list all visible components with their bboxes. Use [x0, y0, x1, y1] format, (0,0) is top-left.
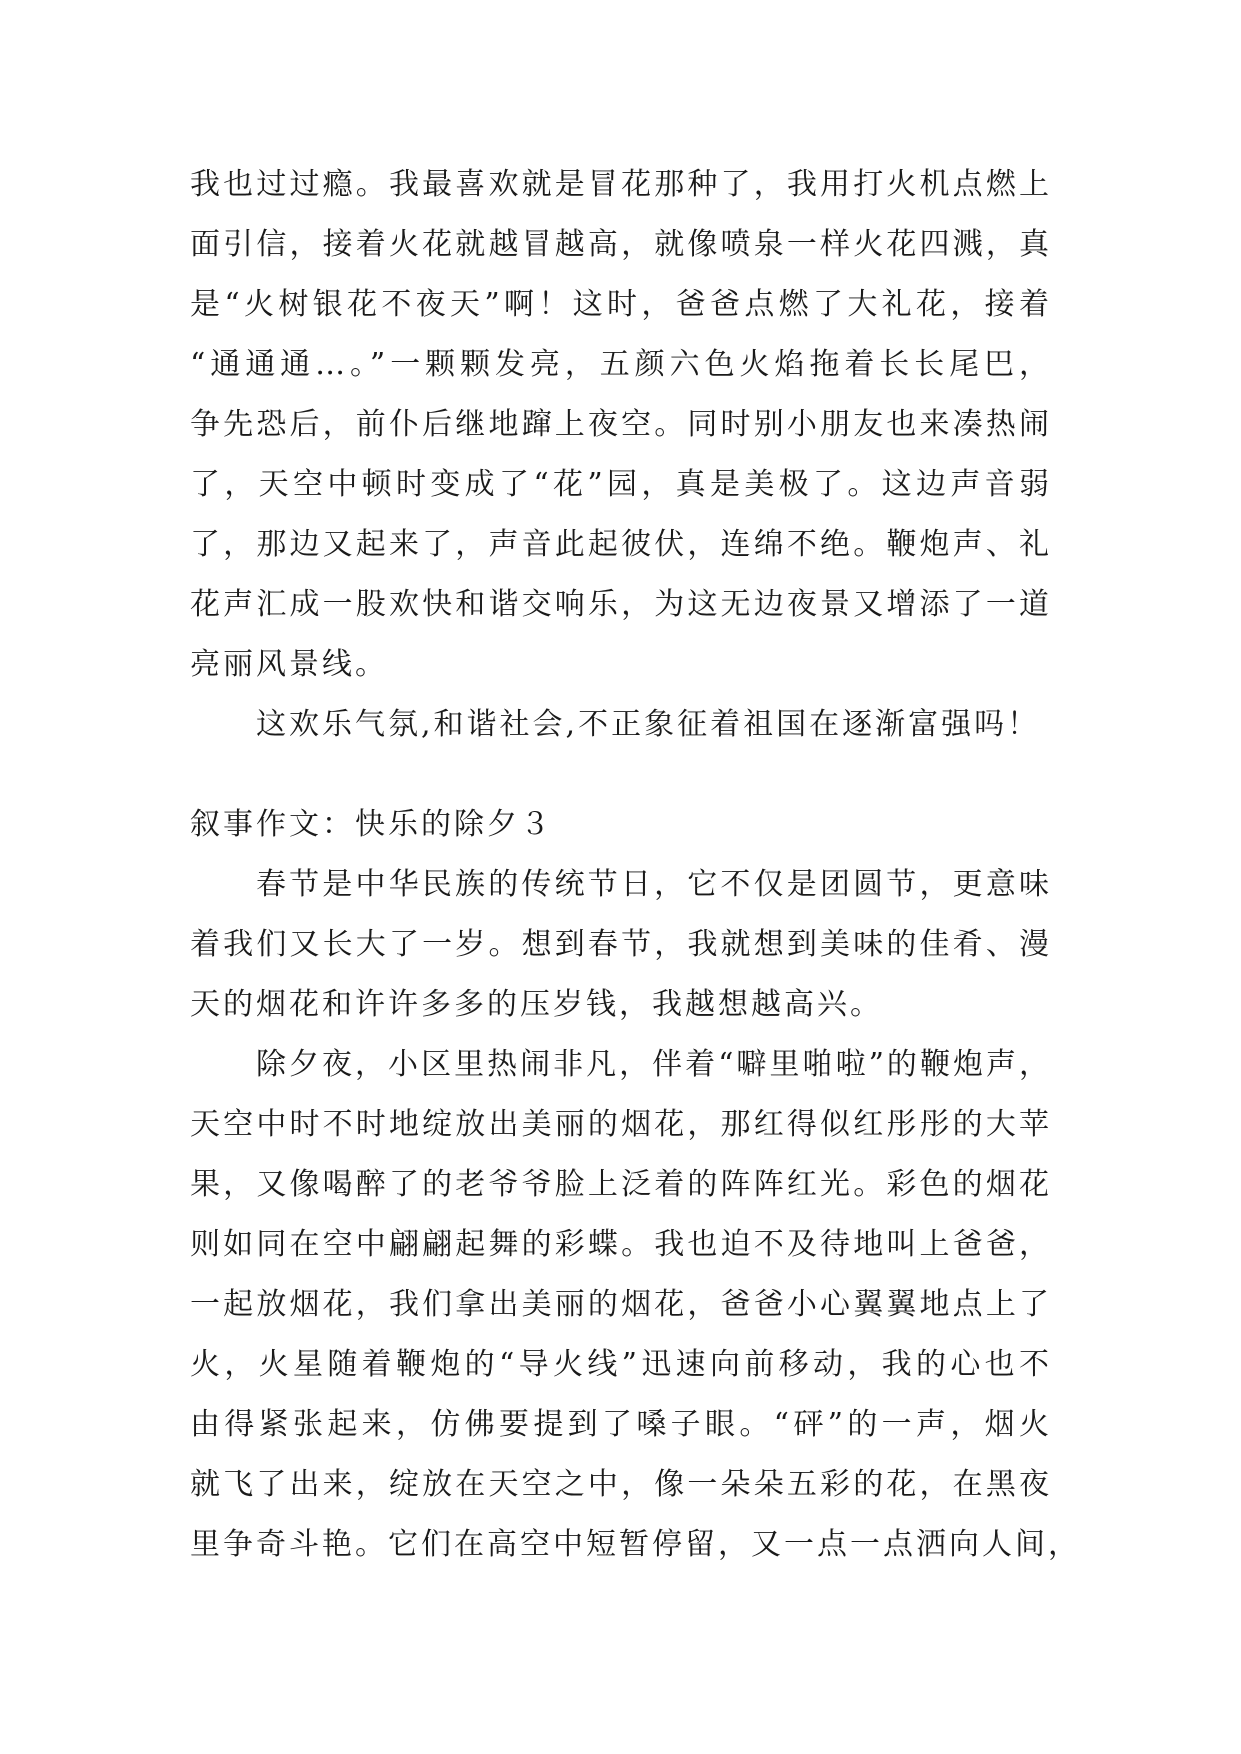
paragraph-line: 则如同在空中翩翩起舞的彩蝶。我也迫不及待地叫上爸爸，	[190, 1227, 1052, 1262]
essay-title: 叙事作文：快乐的除夕３	[190, 807, 553, 842]
paragraph-line: 火，火星随着鞭炮的“导火线”迅速向前移动，我的心也不	[190, 1347, 1052, 1382]
paragraph-line: 花声汇成一股欢快和谐交响乐，为这无边夜景又增添了一道	[190, 587, 1052, 622]
paragraph-line: 春节是中华民族的传统节日，它不仅是团圆节，更意味	[256, 867, 1052, 902]
paragraph-line: 果，又像喝醉了的老爷爷脸上泛着的阵阵红光。彩色的烟花	[190, 1167, 1052, 1202]
paragraph-line: 除夕夜，小区里热闹非凡，伴着“噼里啪啦”的鞭炮声，	[256, 1047, 1052, 1082]
paragraph-line: 里争奇斗艳。它们在高空中短暂停留，又一点一点洒向人间，	[190, 1527, 1081, 1562]
essay-continuation	[190, 155, 1052, 755]
paragraph-line: 就飞了出来，绽放在天空之中，像一朵朵五彩的花，在黑夜	[190, 1467, 1052, 1502]
paragraph-line: 争先恐后，前仆后继地蹿上夜空。同时别小朋友也来凑热闹	[190, 407, 1052, 442]
paragraph-line: 一起放烟花，我们拿出美丽的烟花，爸爸小心翼翼地点上了	[190, 1287, 1052, 1322]
paragraph-line: 了，那边又起来了，声音此起彼伏，连绵不绝。鞭炮声、礼	[190, 527, 1052, 562]
paragraph-line: 是“火树银花不夜天”啊！这时，爸爸点燃了大礼花，接着	[190, 287, 1052, 322]
essay-section-3	[190, 795, 1081, 1575]
paragraph-line: 天空中时不时地绽放出美丽的烟花，那红得似红彤彤的大苹	[190, 1107, 1052, 1142]
paragraph-line: “通通通…。”一颗颗发亮，五颜六色火焰拖着长长尾巴，	[190, 347, 1052, 382]
paragraph-line: 了，天空中顿时变成了“花”园，真是美极了。这边声音弱	[190, 467, 1052, 502]
paragraph-line: 我也过过瘾。我最喜欢就是冒花那种了，我用打火机点燃上	[190, 167, 1052, 202]
paragraph-line: 天的烟花和许许多多的压岁钱，我越想越高兴。	[190, 987, 883, 1022]
paragraph-line: 这欢乐气氛,和谐社会,不正象征着祖国在逐渐富强吗！	[256, 707, 1041, 742]
paragraph-line: 由得紧张起来，仿佛要提到了嗓子眼。“砰”的一声，烟火	[190, 1407, 1052, 1442]
paragraph-line: 面引信，接着火花就越冒越高，就像喷泉一样火花四溅，真	[190, 227, 1052, 262]
paragraph-line: 着我们又长大了一岁。想到春节，我就想到美味的佳肴、漫	[190, 927, 1052, 962]
paragraph-line: 亮丽风景线。	[190, 647, 388, 682]
